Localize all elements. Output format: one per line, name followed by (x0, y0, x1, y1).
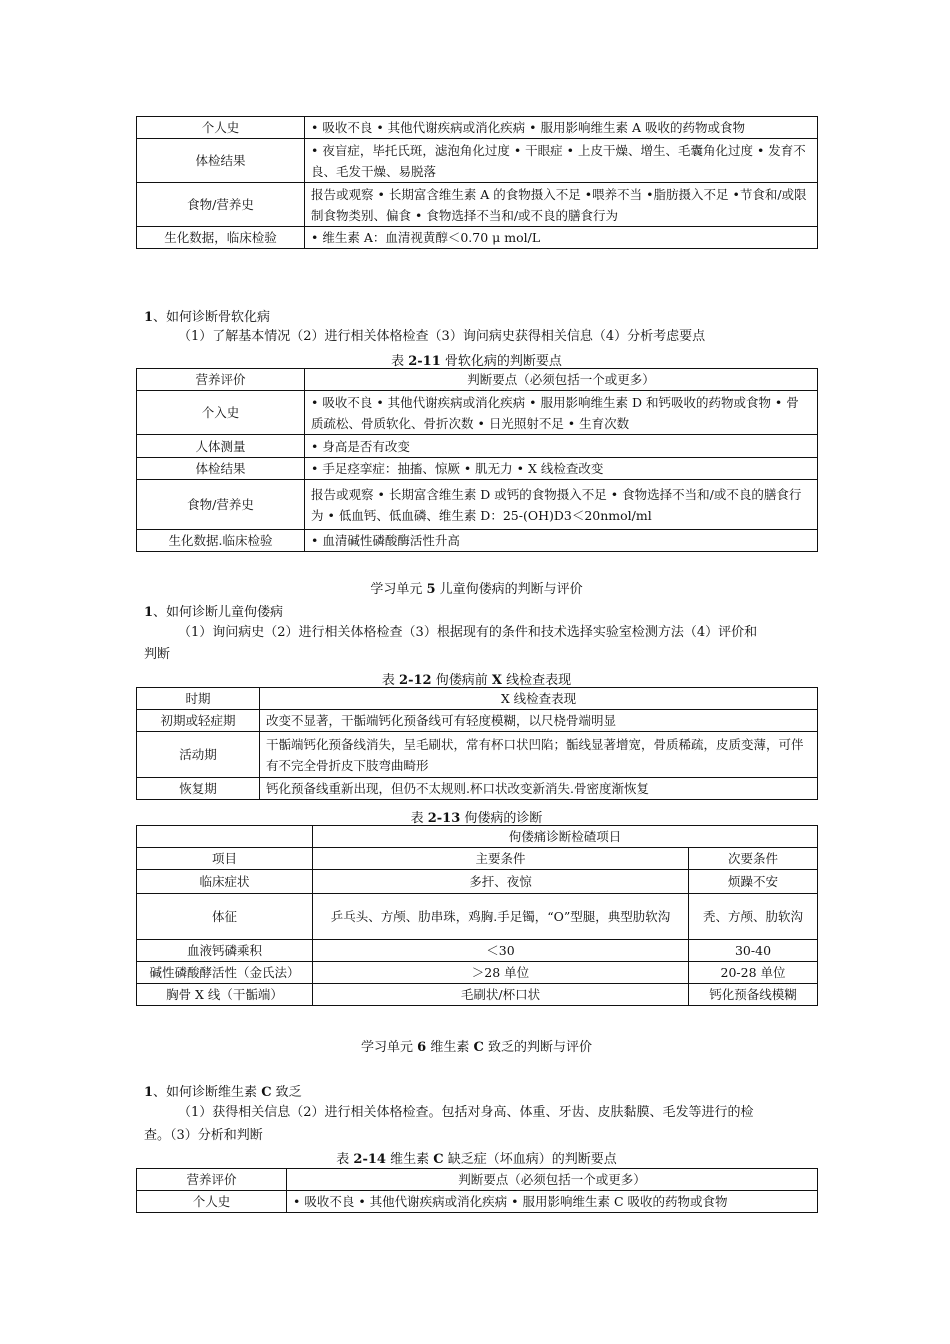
table-row-text: • 维生素 A：血清视黄醇＜0.70 μ mol/L (305, 227, 818, 249)
table-row-text: 报告或观察 • 长期富含维生素 A 的食物摄入不足 •喂养不当 •脂肪摄入不足 •节食和/或限制食物类别、偏食 • 食物选择不当和/或不良的膳食行为 (305, 183, 818, 227)
table-row-label: 体检结果 (137, 139, 305, 183)
scurvy-table (136, 1168, 818, 1213)
table-row-text: • 身高是否有改变 (305, 435, 818, 458)
table-row-label: 恢复期 (137, 778, 260, 800)
table-cell: 烦躁不安 (689, 870, 818, 894)
table-cell: 20-28 单位 (689, 962, 818, 984)
table-row-text: • 吸收不良 • 其他代谢疾病或消化疾病 • 服用影响维生素 C 吸收的药物或食物 (287, 1191, 818, 1213)
section-paragraph: （1）获得相关信息（2）进行相关体格检查。包括对身高、体重、牙齿、皮肤黏膜、毛发等进行的检 (178, 1105, 754, 1120)
unit-title: 学习单元 5 儿童佝偻病的判断与评价 (370, 582, 583, 597)
table-header-cell: 主要条件 (313, 848, 689, 870)
rickets-xray-table (136, 687, 818, 800)
table-row-label: 碱性磷酸酵活性（金氏法） (137, 962, 313, 984)
unit-title: 学习单元 6 维生素 C 致乏的判断与评价 (361, 1040, 592, 1055)
table-row-label: 胸骨 X 线（干骺端） (137, 984, 313, 1006)
table-cell: 秃、方颅、肋软沟 (689, 894, 818, 940)
vitamin-a-table (136, 116, 818, 249)
table-cell: 多扞、夜惊 (313, 870, 689, 894)
section-paragraph-cont: 查。（3）分析和判断 (144, 1128, 263, 1143)
section-paragraph: （1）了解基本情况（2）进行相关体格检查（3）询问病史获得相关信息（4）分析考虑要点 (178, 329, 706, 344)
table-row-text: • 吸收不良 • 其他代谢疾病或消化疾病 • 服用影响维生素 A 吸收的药物或食物 (305, 117, 818, 139)
section-heading: 1、如何诊断骨软化病 (144, 310, 271, 325)
table-header-cell: X 线检查表现 (260, 688, 818, 710)
table-row-text: • 手足痉挛症：抽搐、惊厥 • 肌无力 • X 线检查改变 (305, 458, 818, 480)
table-row-label: 个人史 (137, 117, 305, 139)
table-cell: ＜30 (313, 940, 689, 962)
rickets-diagnosis-table (136, 825, 818, 1006)
table-row-label: 人体测量 (137, 435, 305, 458)
table-row-text: 干骺端钙化预备线消失，呈毛刷状，常有杯口状凹陷；骺线显著增宽，骨质稀疏，皮质变薄，可伴有不完全骨折皮下肢弯曲畸形 (260, 732, 818, 778)
table-row-text: 改变不显著，干骺端钙化预备线可有轻度模糊，以尺桡骨端明显 (260, 710, 818, 732)
table-cell: ＞28 单位 (313, 962, 689, 984)
osteomalacia-table (136, 368, 818, 552)
table-row-text: • 血清碱性磷酸酶活性升高 (305, 530, 818, 552)
table-header-cell: 项目 (137, 848, 313, 870)
table-row-label: 食物/营养史 (137, 183, 305, 227)
table-group-header: 佝偻痛诊断检碴项日 (313, 826, 818, 848)
table-caption: 表 2-11 骨软化病的判断要点 (391, 354, 562, 369)
table-cell: 30-40 (689, 940, 818, 962)
section-heading: 1、如何诊断儿童佝偻病 (144, 605, 284, 620)
table-row-text: 钙化预备线重新出现，但仍不太规则.杯口状改变新消失.骨密度渐恢复 (260, 778, 818, 800)
table-row-label: 初期或轻症期 (137, 710, 260, 732)
table-row-label: 血液钙磷乘积 (137, 940, 313, 962)
table-caption: 表 2-12 佝偻病前 X 线检查表现 (381, 673, 572, 688)
table-header-cell: 营养评价 (137, 1169, 287, 1191)
section-heading: 1、如何诊断维生素 C 致乏 (144, 1085, 302, 1100)
table-cell: 毛刷状/杯口状 (313, 984, 689, 1006)
table-caption: 表 2-13 佝偻病的诊断 (410, 811, 543, 826)
table-row-text: • 夜盲症，毕托氏斑，滤泡角化过度 • 干眼症 • 上皮干燥、增生、毛囊角化过度 • 发育不良、毛发干燥、易脱落 (305, 139, 818, 183)
table-caption: 表 2-14 维生素 C 缺乏症（坏血病）的判断要点 (336, 1152, 617, 1167)
table-row-label: 体征 (137, 894, 313, 940)
table-row-label: 体检结果 (137, 458, 305, 480)
table-row-text: 报告或观察 • 长期富含维生素 D 或钙的食物摄入不足 • 食物选择不当和/或不良的膳食行为 • 低血钙、低血磷、维生素 D：25-(OH)D3＜20nmol/ml (305, 480, 818, 530)
table-header-cell (137, 826, 313, 848)
table-row-label: 临床症状 (137, 870, 313, 894)
table-header-cell: 次要条件 (689, 848, 818, 870)
table-cell: 钙化预备线模糊 (689, 984, 818, 1006)
table-row-text: • 吸收不良 • 其他代谢疾病或消化疾病 • 服用影响维生素 D 和钙吸收的药物或食物 • 骨质疏松、骨质软化、骨折次数 • 日光照射不足 • 生育次数 (305, 391, 818, 435)
section-paragraph: （1）询问病史（2）进行相关体格检查（3）根据现有的条件和技术选择实验室检测方法（4）评价和 (178, 625, 758, 640)
table-row-label: 食物/营养史 (137, 480, 305, 530)
table-header-cell: 营养评价 (137, 369, 305, 391)
table-header-cell: 时期 (137, 688, 260, 710)
section-paragraph-cont: 判断 (144, 647, 171, 662)
table-row-label: 活动期 (137, 732, 260, 778)
table-cell: 乒乓头、方颅、肋串珠，鸡胸.手足镯，“O”型腿，典型肋软沟 (313, 894, 689, 940)
table-header-cell: 判断要点（必须包括一个或更多） (305, 369, 818, 391)
table-row-label: 个人史 (137, 1191, 287, 1213)
table-row-label: 生化数据，临床检验 (137, 227, 305, 249)
table-row-label: 生化数据.临床检验 (137, 530, 305, 552)
table-row-label: 个入史 (137, 391, 305, 435)
table-header-cell: 判断要点（必须包括一个或更多） (287, 1169, 818, 1191)
